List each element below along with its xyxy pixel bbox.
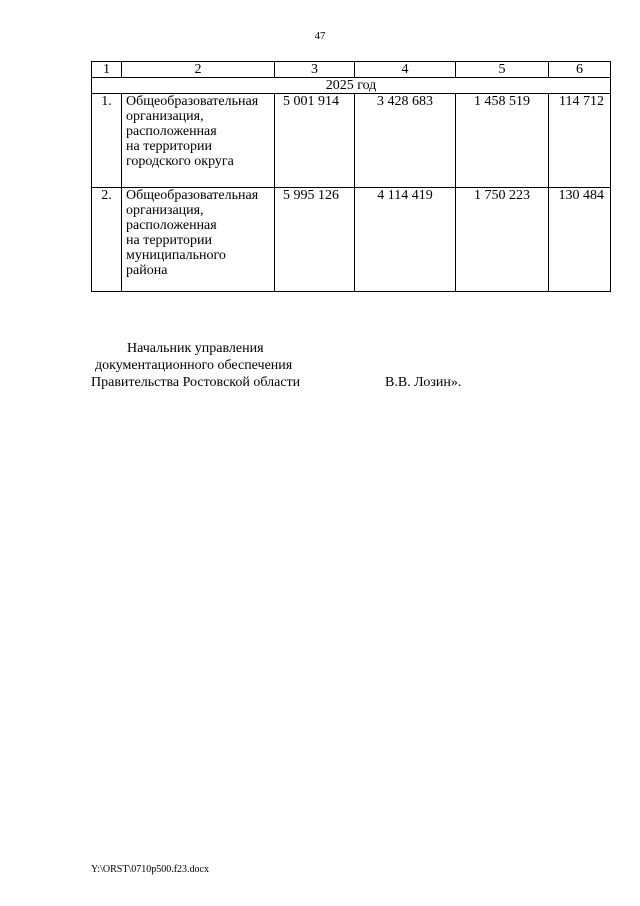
header-cell: 1	[92, 62, 122, 78]
cell-col3: 5 995 126	[275, 188, 355, 292]
row-name: Общеобразовательная организация, расположенная на территории городского округа	[122, 94, 275, 188]
header-cell: 3	[275, 62, 355, 78]
row-number: 1.	[92, 94, 122, 188]
table-row	[92, 94, 611, 188]
header-cell: 2	[122, 62, 275, 78]
cell-col6: 130 484	[549, 188, 611, 292]
cell-col5: 1 750 223	[456, 188, 549, 292]
cell-col4: 4 114 419	[355, 188, 456, 292]
signature-title-line2: документационного обеспечения	[95, 358, 293, 373]
cell-col6: 114 712	[549, 94, 611, 188]
year-row	[92, 78, 611, 94]
header-cell: 4	[355, 62, 456, 78]
header-cell: 5	[456, 62, 549, 78]
year-cell: 2025 год	[92, 78, 611, 94]
signature-title-line1: Начальник управления	[127, 341, 264, 356]
signature-title-line3: Правительства Ростовской области	[91, 375, 301, 390]
cell-col3: 5 001 914	[275, 94, 355, 188]
cell-col5: 1 458 519	[456, 94, 549, 188]
signatory-name: В.В. Лозин».	[385, 375, 462, 390]
cell-col4: 3 428 683	[355, 94, 456, 188]
data-table	[91, 61, 611, 292]
page-number: 47	[314, 30, 326, 42]
table-header-row	[92, 62, 611, 78]
row-name: Общеобразовательная организация, расположенная на территории муниципального района	[122, 188, 275, 292]
table-row	[92, 188, 611, 292]
file-path-footer: Y:\ORST\0710p500.f23.docx	[91, 864, 209, 875]
row-number: 2.	[92, 188, 122, 292]
header-cell: 6	[549, 62, 611, 78]
